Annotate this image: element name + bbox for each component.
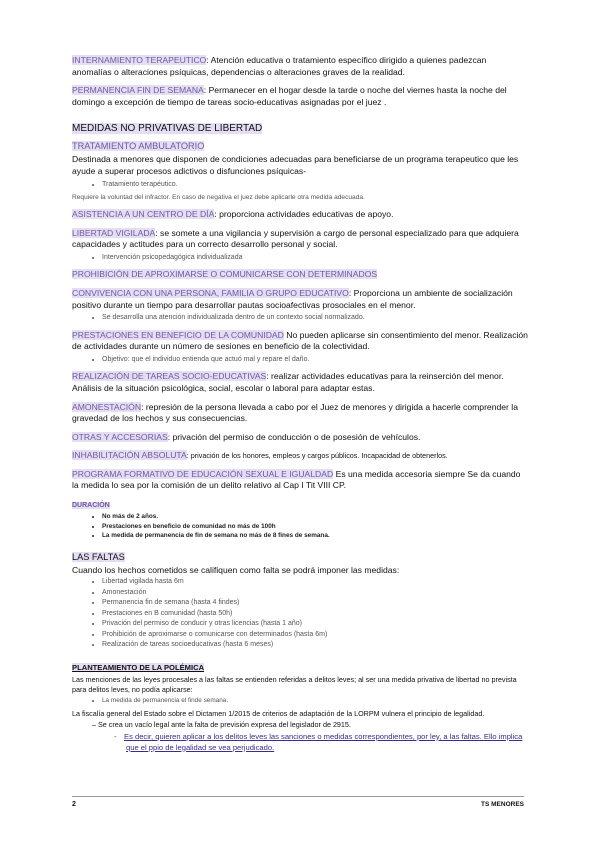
list-item: • Permanencia fin de semana (hasta 4 findes) bbox=[102, 598, 528, 609]
prestaciones-paragraph bbox=[72, 330, 528, 353]
otras-paragraph bbox=[72, 432, 528, 444]
duracion-heading-wrap bbox=[72, 494, 528, 512]
convivencia-text: : Proporciona un ambiente de socialización positivo durante un tiempo para desarrollar pautas socioafectivas prosociales en el menor. bbox=[72, 287, 513, 310]
list-item: - Es decir, quieren aplicar a los delitos leves las sanciones o medidas correspondientes, por ley, a las faltas. Ello implica que el ppio de legalidad se vea perjudicado. bbox=[126, 731, 528, 753]
libertad-term: LIBERTAD VIGILADA bbox=[72, 227, 156, 238]
document-page bbox=[72, 55, 528, 759]
page-footer bbox=[72, 796, 524, 808]
libertad-list bbox=[72, 253, 528, 264]
inhabilitacion-text: : privación de los honores, empleos y cargos públicos. Incapacidad de obtenerlos. bbox=[186, 451, 448, 461]
list-item: • Realización de tareas socioeducativas (hasta 6 meses) bbox=[102, 640, 528, 651]
tratamiento-heading: TRATAMIENTO AMBULATORIO bbox=[72, 141, 205, 152]
polemica-dash-list bbox=[72, 720, 528, 731]
list-item: • Prohibición de aproximarse o comunicarse con determinados (hasta 6m) bbox=[102, 630, 528, 641]
permanencia-text: : Permanecer en el hogar desde la tarde o noche del viernes hasta la noche del domingo a excepción de tiempo de tareas socio-educativas asignadas por el juez . bbox=[72, 85, 507, 107]
amonestacion-text: : represión de la persona llevada a cabo por el Juez de menores y dirigida a hacerle comprender la gravedad de los hechos y sus consecuencias. bbox=[72, 401, 518, 424]
otras-text: : privación del permiso de conducción o de posesión de vehículos. bbox=[167, 431, 421, 442]
section-title: MEDIDAS NO PRIVATIVAS DE LIBERTAD bbox=[72, 123, 263, 135]
tareas-term: REALIZACIÓN DE TAREAS SOCIO-EDUCATIVAS bbox=[72, 371, 267, 382]
internamiento-paragraph bbox=[72, 55, 528, 78]
convivencia-term: CONVIVENCIA CON UNA PERSONA, FAMILIA O GRUPO EDUCATIVO bbox=[72, 287, 349, 298]
list-item: • Privación del permiso de conducir y otras licencias (hasta 1 año) bbox=[102, 619, 528, 630]
inhabilitacion-term: INHABILITACIÓN ABSOLUTA bbox=[72, 450, 187, 461]
faltas-heading: LAS FALTAS bbox=[72, 551, 125, 562]
convivencia-paragraph bbox=[72, 288, 528, 311]
tratamiento-text: Destinada a menores que disponen de condiciones adecuadas para beneficiarse de un programa terapeutico que les ayude a superar procesos adictivos o disfunciones psíquicas- bbox=[72, 154, 519, 176]
polemica-subdash-list bbox=[72, 731, 528, 753]
programa-text: Es una medida accesoria siempre Se da cuando la medida lo sea por la comisión de un delito relativo al Cap I Tit VIII CP. bbox=[72, 468, 521, 491]
faltas-text: Cuando los hechos cometidos se califiquen como falta se podrá imponer las medidas: bbox=[72, 564, 400, 575]
list-item: • Tratamiento terapéutico. bbox=[102, 180, 528, 191]
amonestacion-paragraph bbox=[72, 402, 528, 425]
internamiento-term: INTERNAMIENTO TERAPEUTICO bbox=[72, 55, 207, 65]
list-item: • Intervención psicopedagógica individualizada bbox=[102, 253, 528, 264]
prestaciones-text: No pueden aplicarse sin consentimiento del menor. Realización de actividades durante un número de sesiones en beneficio de la colectividad. bbox=[72, 329, 528, 352]
prestaciones-term: PRESTACIONES EN BENEFICIO DE LA COMUNIDAD bbox=[72, 329, 284, 340]
tratamiento-list bbox=[72, 180, 528, 191]
inhabilitacion-paragraph bbox=[72, 450, 528, 462]
list-item: • Se desarrolla una atención individualizada dentro de un contexto social normalizado. bbox=[102, 313, 528, 324]
list-item: • Prestaciones en B comunidad (hasta 50h) bbox=[102, 609, 528, 620]
prohibicion-paragraph bbox=[72, 269, 528, 281]
list-item: • No más de 2 años. bbox=[102, 512, 528, 522]
prestaciones-list bbox=[72, 355, 528, 366]
faltas-heading-wrap bbox=[72, 547, 528, 565]
tratamiento-note: Requiere la voluntad del infractor. En caso de negativa el juez debe aplicarle otra medida adecuada. bbox=[72, 194, 365, 202]
asistencia-term: ASISTENCIA A UN CENTRO DE DÍA bbox=[72, 209, 215, 220]
libertad-text: : se somete a una vigilancia y supervisión a cargo de personal especializado para que adquiera capacidades y actitudes para un correcto desarrollo personal y social. bbox=[72, 227, 519, 250]
list-item: • Libertad vigilada hasta 6m bbox=[102, 577, 528, 588]
amonestacion-term: AMONESTACIÓN bbox=[72, 401, 142, 412]
programa-term: PROGRAMA FORMATIVO DE EDUCACIÓN SEXUAL E IGUALDAD bbox=[72, 468, 334, 479]
asistencia-paragraph bbox=[72, 209, 528, 221]
list-item: • La medida de permanencia el finde semana. bbox=[102, 696, 528, 707]
polemica-text2: La fiscalía general del Estado sobre el Dictamen 1/2015 de criterios de adaptación de la LORPM vulnera el principio de legalidad. bbox=[72, 709, 485, 719]
polemica-heading: PLANTEAMIENTO DE LA POLÉMICA bbox=[72, 662, 205, 672]
section-title-wrap bbox=[72, 118, 528, 136]
list-item: • Amonestación bbox=[102, 588, 528, 599]
list-item: – Se crea un vacío legal ante la falta de previsión expresa del legislador de 2915. bbox=[92, 720, 528, 731]
faltas-list bbox=[72, 577, 528, 651]
tareas-text: : realizar actividades educativas para la reinserción del menor. Análisis de la situación psicológica, social, escolar o laboral para adaptar estas. bbox=[72, 371, 504, 393]
page-number: 2 bbox=[72, 801, 76, 808]
permanencia-paragraph bbox=[72, 85, 528, 108]
footer-label: TS MENORES bbox=[481, 801, 524, 808]
list-item: • La medida de permanencia de fin de semana no más de 8 fines de semana. bbox=[102, 531, 528, 541]
polemica-list bbox=[72, 696, 528, 707]
prohibicion-term: PROHIBICIÓN DE APROXIMARSE O COMUNICARSE CON DETERMINADOS bbox=[72, 269, 378, 280]
asistencia-text: : proporciona actividades educativas de apoyo. bbox=[214, 209, 394, 220]
list-item: • Prestaciones en beneficio de comunidad no más de 100h bbox=[102, 522, 528, 532]
internamiento-text: : Atención educativa o tratamiento específico dirigido a quienes padezcan anomalías o alteraciones psíquicas, dependencias o alteraciones graves de la realidad. bbox=[72, 55, 487, 77]
duracion-heading: DURACIÓN bbox=[72, 502, 110, 510]
list-item: • Objetivo: que el individuo entienda que actuó mal y repare el daño. bbox=[102, 355, 528, 366]
programa-paragraph bbox=[72, 469, 528, 492]
polemica-text1: Las menciones de las leyes procesales a las faltas se entienden referidas a delitos leves; al ser una medida privativa de libertad no prevista para delitos leves, no podía aplicarse: bbox=[72, 674, 517, 694]
convivencia-list bbox=[72, 313, 528, 324]
otras-term: OTRAS Y ACCESORIAS bbox=[72, 431, 168, 442]
polemica-heading-wrap bbox=[72, 657, 528, 675]
duracion-list bbox=[72, 512, 528, 541]
tareas-paragraph bbox=[72, 371, 528, 394]
permanencia-term: PERMANENCIA FIN DE SEMANA bbox=[72, 85, 204, 96]
libertad-paragraph bbox=[72, 228, 528, 251]
tratamiento-heading-wrap bbox=[72, 136, 528, 154]
